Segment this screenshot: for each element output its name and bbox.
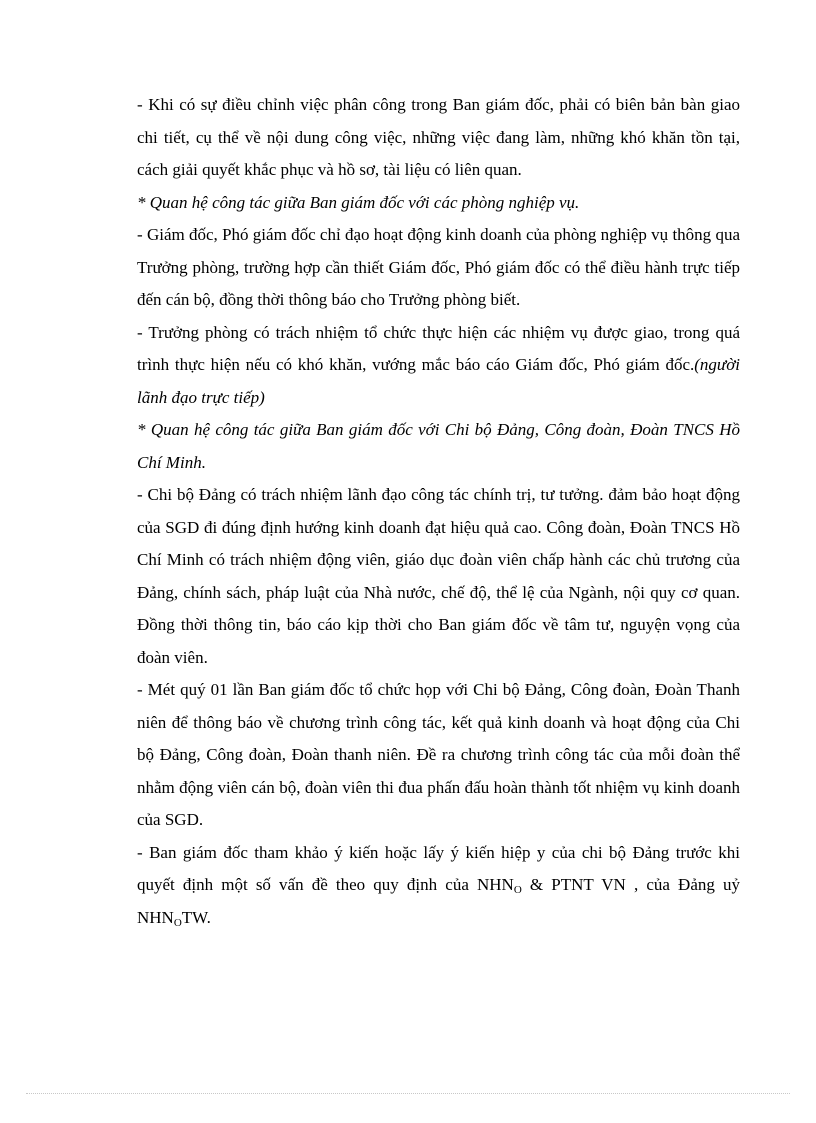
paragraph-3-main: - Trưởng phòng có trách nhiệm tổ chức thực hiện các nhiệm vụ được giao, trong quá trình thực hiện nếu có khó khăn, vướng mắc báo cáo Giám đốc, Phó giám đốc. [137,322,740,374]
paragraph-3-italic-note: (người lãnh đạo trực tiếp) [137,355,740,407]
paragraph-1: - Khi có sự điều chỉnh việc phân công trong Ban giám đốc, phải có biên bản bàn giao chi tiết, cụ thể về nội dung công việc, những việc đang làm, những khó khăn tồn tại, cách giải quyết khắc phục và hồ sơ, tài liệu có liên quan. [137,95,740,179]
paragraph-6-part-b: & PTNT VN , của Đảng uỷ NHN [137,875,740,927]
paragraph-3 [137,317,740,415]
paragraph-6 [137,837,740,935]
paragraph-5: - Mét quý 01 lần Ban giám đốc tổ chức họp với Chi bộ Đảng, Công đoàn, Đoàn Thanh niên để thông báo về chương trình công tác, kết quả kinh doanh và hoạt động của Chi bộ Đảng, Công đoàn, Đoàn thanh niên. Đề ra chương trình công tác của mỗi đoàn thể nhằm động viên cán bộ, đoàn viên thi đua phấn đấu hoàn thành tốt nhiệm vụ kinh doanh của SGD. [137,680,740,829]
section-heading-party-union: * Quan hệ công tác giữa Ban giám đốc với Chi bộ Đảng, Công đoàn, Đoàn TNCS Hồ Chí Minh. [137,420,740,472]
paragraph-6-part-c: TW. [181,907,211,927]
page-bottom-divider [26,1093,790,1094]
section-heading-departments: * Quan hệ công tác giữa Ban giám đốc với các phòng nghiệp vụ. [137,192,580,212]
paragraph-2: - Giám đốc, Phó giám đốc chỉ đạo hoạt động kinh doanh của phòng nghiệp vụ thông qua Trưởng phòng, trường hợp cần thiết Giám đốc, Phó giám đốc có thể điều hành trực tiếp đến cán bộ, đồng thời thông báo cho Trưởng phòng biết. [137,225,740,309]
subscript-o-1: O [513,884,522,896]
paragraph-6-part-a: - Ban giám đốc tham khảo ý kiến hoặc lấy ý kiến hiệp y của chi bộ Đảng trước khi quyết định một số vấn đề theo quy định của NHN [137,842,740,894]
paragraph-4: - Chi bộ Đảng có trách nhiệm lãnh đạo công tác chính trị, tư tưởng. đảm bảo hoạt động của SGD đi đúng định hướng kinh doanh đạt hiệu quả cao. Công đoàn, Đoàn TNCS Hồ Chí Minh có trách nhiệm động viên, giáo dục đoàn viên chấp hành các chủ trương của Đảng, chính sách, pháp luật của Nhà nước, chế độ, thể lệ của Ngành, nội quy cơ quan. Đồng thời thông tin, báo cáo kịp thời cho Ban giám đốc về tâm tư, nguyện vọng của đoàn viên. [137,485,740,667]
document-body [137,89,740,934]
subscript-o-2: O [173,916,182,929]
